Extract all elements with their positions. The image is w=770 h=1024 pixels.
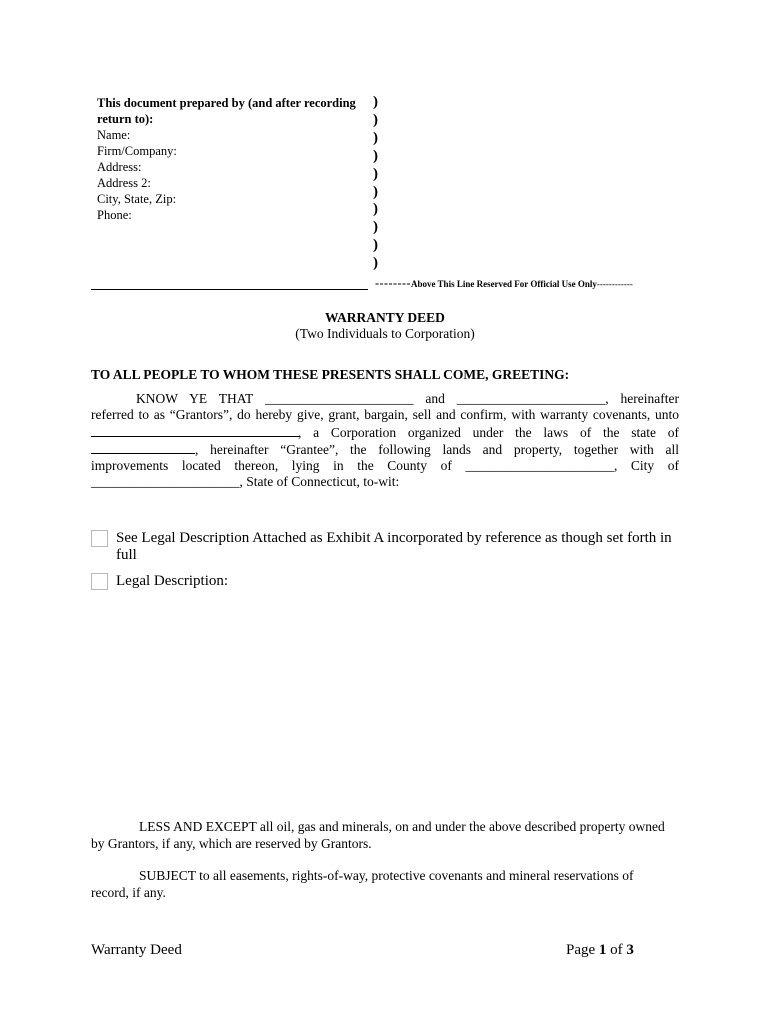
exhibit-a-checkbox[interactable] (91, 530, 108, 547)
footer-page-number (566, 942, 634, 959)
less-and-except-line-2: by Grantors, if any, which are reserved by Grantors. (91, 836, 372, 851)
notice-dashes-right: ------------ (596, 279, 633, 289)
paren: ) (373, 201, 378, 218)
paren: ) (373, 111, 378, 128)
preparer-field-address: Address: (97, 160, 142, 174)
document-subtitle: (Two Individuals to Corporation) (295, 326, 475, 341)
less-and-except-line-1: LESS AND EXCEPT all oil, gas and minerals, on and under the above described property owned (139, 819, 665, 834)
preparer-heading: This document prepared by (and after recording return to): (97, 96, 356, 126)
conveyance-line-1 (91, 391, 679, 407)
conveyance-paragraph (91, 391, 679, 491)
paren: ) (373, 129, 378, 146)
paren: ) (373, 255, 378, 272)
exhibit-a-label: See Legal Description Attached as Exhibit A incorporated by reference as though set forth in full (116, 530, 672, 563)
grantee-name-blank[interactable] (91, 424, 299, 437)
grantor-1-blank[interactable]: ______________________ (264, 391, 414, 406)
legal-description-label: Legal Description: (116, 573, 229, 589)
and-word: and (425, 391, 445, 406)
hereinafter-text: , hereinafter (605, 391, 680, 406)
legal-description-checkbox[interactable] (91, 573, 108, 590)
city-blank[interactable]: ______________________ (91, 474, 240, 490)
paren: ) (373, 183, 378, 200)
improvements-text: improvements located thereon, lying in the County of (91, 458, 452, 474)
page-of: of (610, 942, 623, 958)
subject-to-line-2: record, if any. (91, 885, 166, 900)
official-use-notice (375, 276, 633, 291)
paren: ) (373, 237, 378, 254)
paren: ) (373, 165, 378, 182)
county-blank[interactable]: ______________________ (465, 458, 614, 474)
greeting-heading: TO ALL PEOPLE TO WHOM THESE PRESENTS SHALL COME, GREETING: (91, 367, 570, 382)
state-blank[interactable] (91, 441, 195, 454)
conveyance-line-5 (91, 458, 679, 474)
conveyance-line-6 (91, 474, 679, 490)
less-and-except-paragraph (91, 818, 679, 852)
recording-divider-line (91, 289, 368, 290)
preparer-block (97, 95, 367, 223)
preparer-field-address2: Address 2: (97, 176, 151, 190)
footer-document-name: Warranty Deed (91, 942, 182, 958)
notice-dashes-left: -------- (375, 276, 411, 290)
paren: ) (373, 219, 378, 236)
paren: ) (373, 147, 378, 164)
option-legal-description (91, 573, 679, 590)
preparer-field-phone: Phone: (97, 208, 132, 222)
option-exhibit-a (91, 530, 679, 564)
preparer-field-firm: Firm/Company: (97, 144, 177, 158)
paren: ) (373, 94, 378, 110)
document-title: WARRANTY DEED (325, 310, 445, 325)
page-label: Page (566, 942, 596, 958)
conveyance-line-4 (91, 441, 679, 458)
subject-to-paragraph (91, 867, 679, 901)
state-of-connecticut-text: , State of Connecticut, to-wit: (239, 474, 400, 490)
corporation-text: , a Corporation organized under the laws of the state of (298, 424, 679, 440)
conveyance-line-3 (91, 424, 679, 441)
grantor-2-blank[interactable]: ______________________ (456, 391, 606, 406)
know-ye-that: KNOW YE THAT (136, 391, 254, 406)
grantee-text: , hereinafter “Grantee”, the following lands and property, together with all (195, 441, 679, 457)
subject-to-line-1: SUBJECT to all easements, rights-of-way, protective covenants and mineral reservations of (139, 868, 634, 883)
conveyance-line-2: referred to as “Grantors”, do hereby give, grant, bargain, sell and confirm, with warranty covenants, unto (91, 407, 679, 423)
page-total: 3 (626, 942, 634, 958)
city-of-text: , City of (613, 458, 679, 474)
notice-text: Above This Line Reserved For Official Use Only (410, 279, 597, 289)
parenthesis-column (373, 94, 378, 273)
page-current: 1 (598, 942, 607, 958)
preparer-field-name: Name: (97, 128, 131, 142)
preparer-field-city-state-zip: City, State, Zip: (97, 192, 177, 206)
